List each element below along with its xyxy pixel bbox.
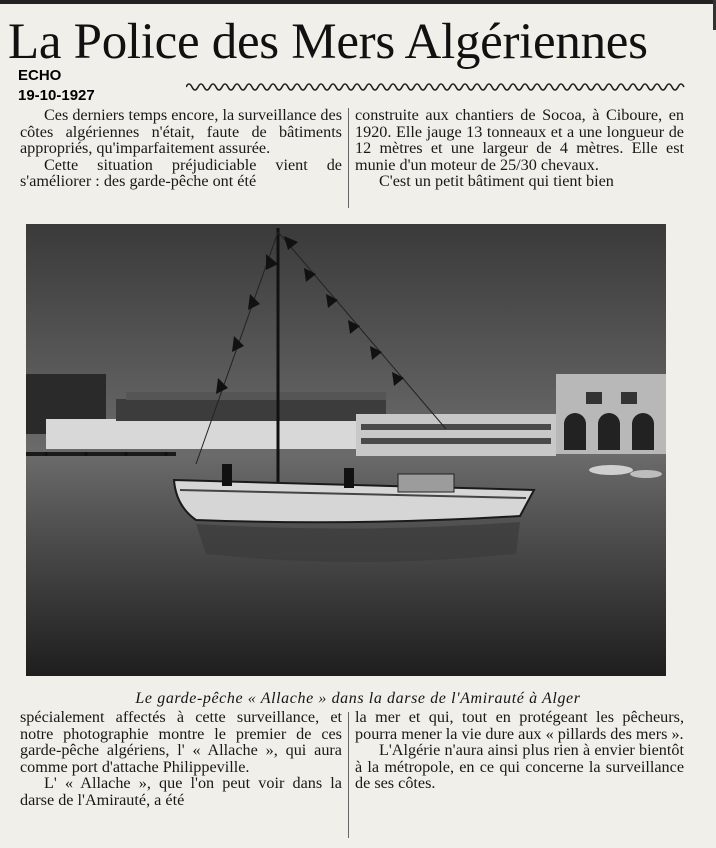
paragraph: C'est un petit bâtiment qui tient bien [379,172,614,191]
photo-illustration [26,224,666,676]
column-bottom-left [20,709,342,809]
column-divider-bottom [348,712,349,838]
boat-photograph [26,224,666,676]
paragraph: Cette situation préjudiciable vient de s'améliorer : des garde-pêche ont été [20,155,342,191]
decorative-wave-rule [186,80,686,94]
stamp-date: 19-10-1927 [18,87,95,104]
column-top-right [355,107,684,190]
archive-stamp [18,66,95,106]
paragraph: L'Algérie n'aura ainsi plus rien à envier bientôt à la métropole, en ce qui concerne la surveillance de ses côtes. [355,741,684,793]
paragraph: la mer et qui, tout en protégeant les pêcheurs, pourra mener la vie dure aux « pillards des mers ». [355,708,684,743]
paragraph: construite aux chantiers de Socoa, à Ciboure, en 1920. Elle jauge 13 tonneaux et a une longueur de 12 mètres et une largeur de 4 mètres. Elle est munie d'un moteur de 25/30 chevaux. [355,106,684,174]
column-bottom-right [355,709,684,792]
paragraph: L' « Allache », que l'on peut voir dans la darse de l'Amirauté, a été [20,774,342,809]
column-top-left [20,107,342,190]
stamp-source: ECHO [18,67,62,84]
paragraph: Ces derniers temps encore, la surveillance des côtes algériennes n'était, faute de bâtiments appropriés, qu'imparfaitement assurée. [20,106,343,158]
paragraph: spécialement affectés à cette surveillance, et notre photographie montre le premier de ces garde-pêche algériens, l' « Allache », qui aura comme port d'attache Philippeville. [20,708,342,776]
article-headline: La Police des Mers Algériennes [8,14,648,70]
column-divider-top [348,108,349,208]
top-rule [0,0,716,4]
photo-caption: Le garde-pêche « Allache » dans la darse de l'Amirauté à Alger [135,690,581,707]
